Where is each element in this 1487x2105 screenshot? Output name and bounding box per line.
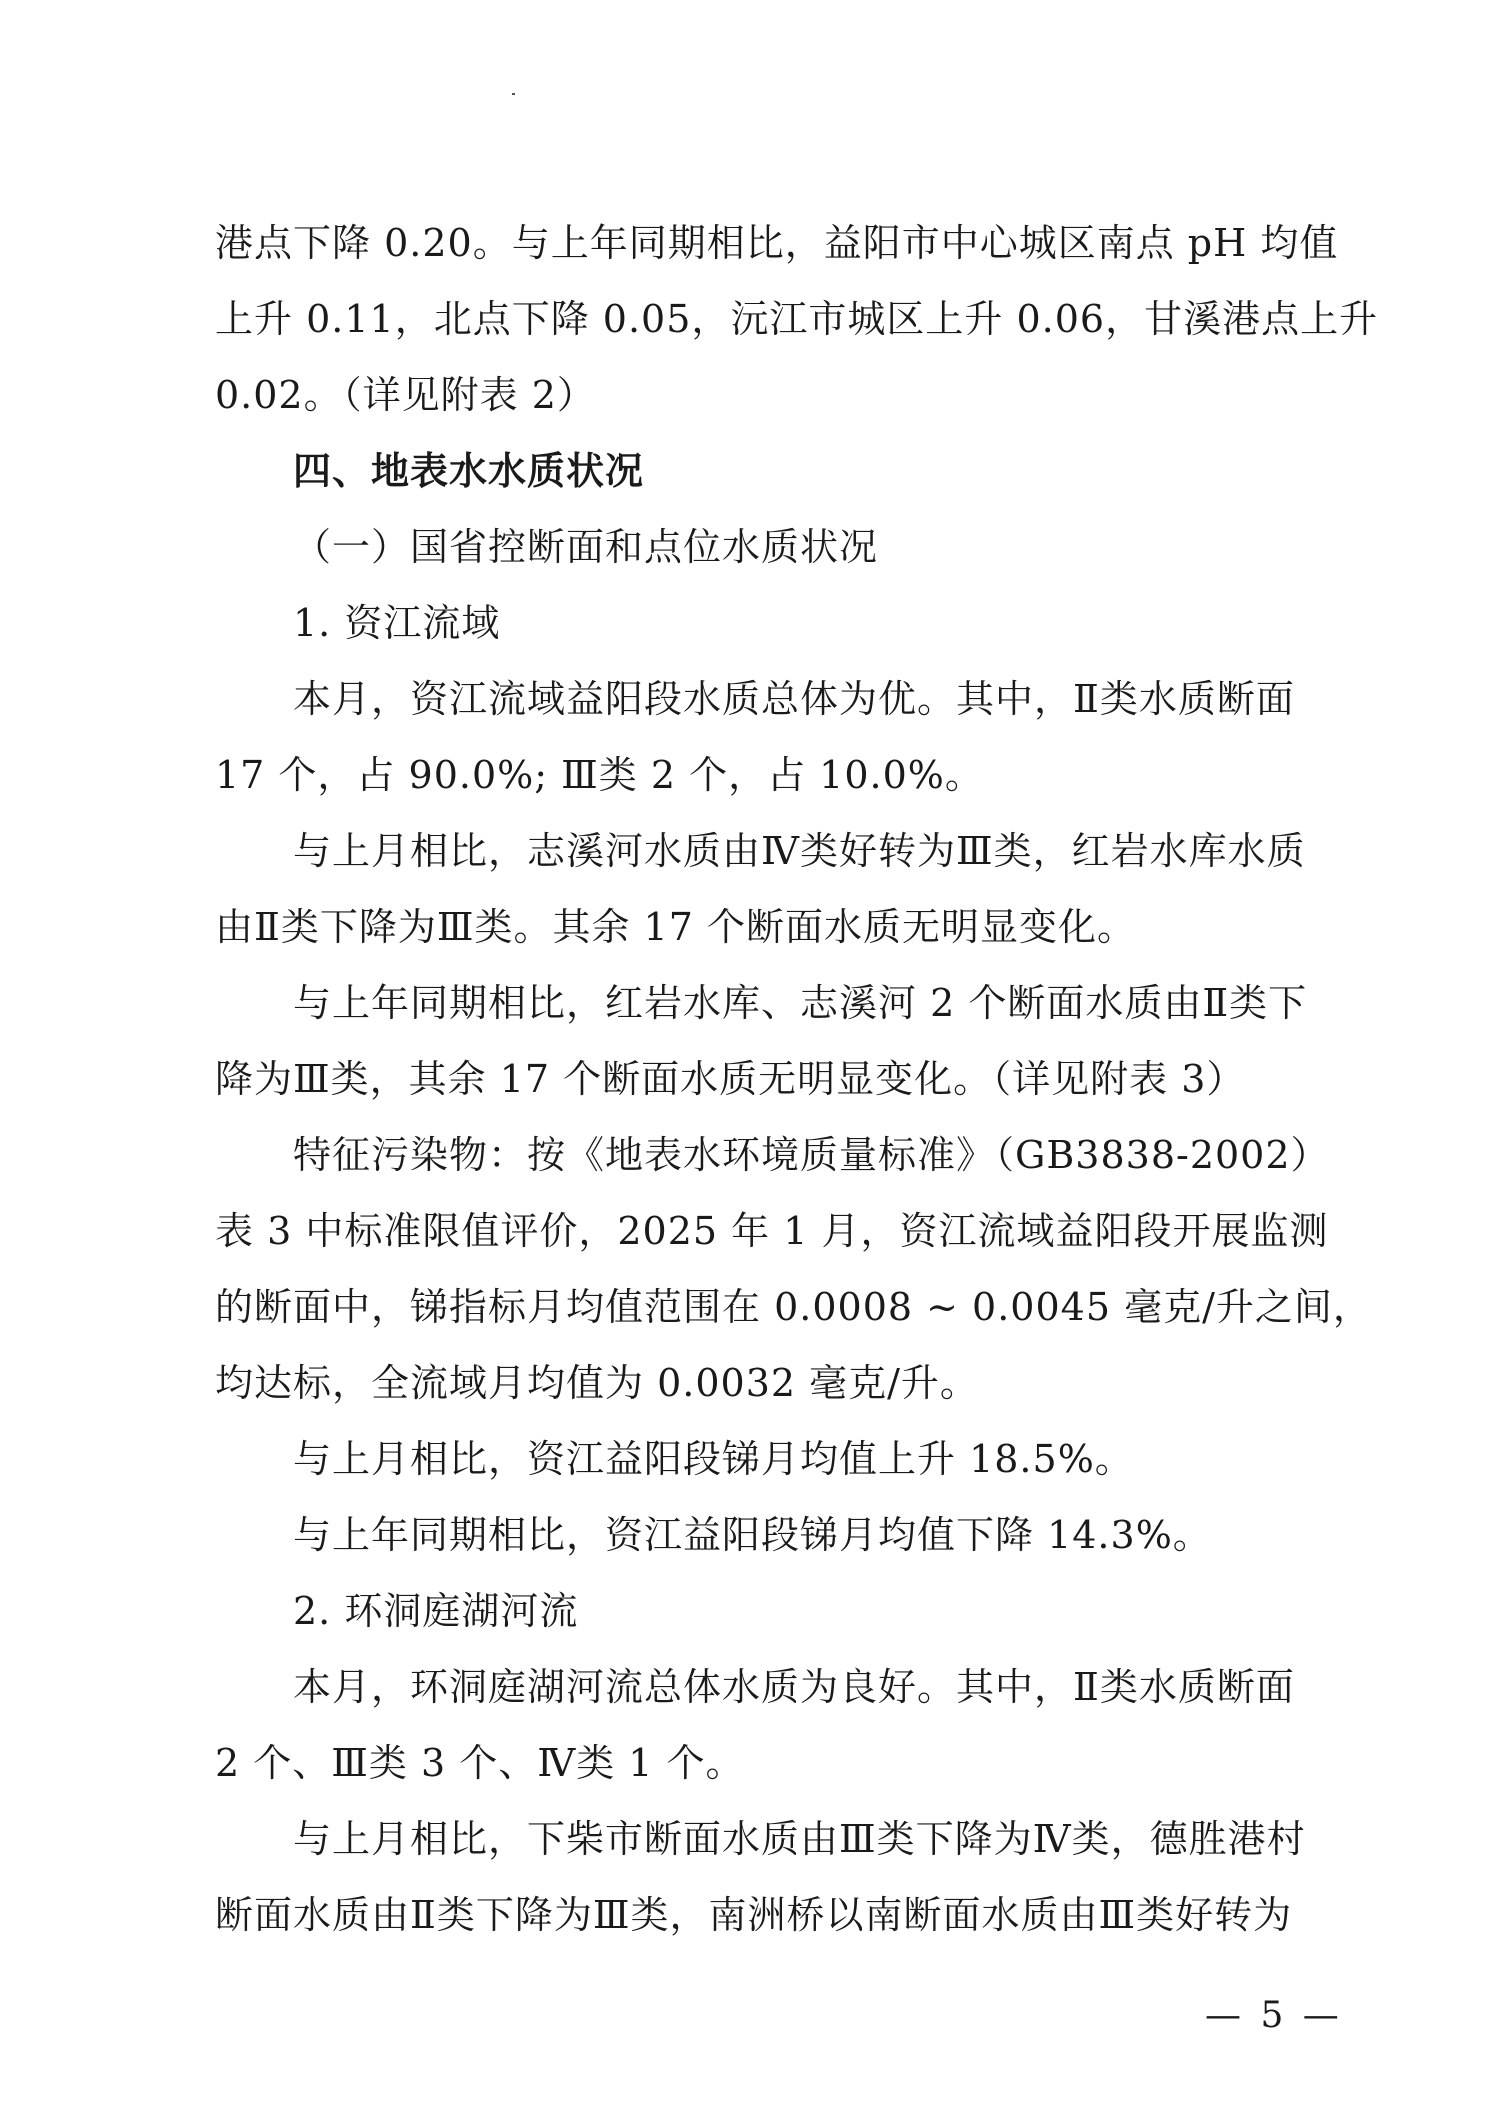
paragraph-line: 降为Ⅲ类，其余 17 个断面水质无明显变化。（详见附表 3） xyxy=(215,1057,1246,1101)
paragraph-line: 港点下降 0.20。与上年同期相比，益阳市中心城区南点 pH 均值 xyxy=(215,221,1339,265)
paragraph-line: 特征污染物：按《地表水环境质量标准》（GB3838-2002） xyxy=(293,1133,1330,1177)
paragraph-line: 与上年同期相比，资江益阳段锑月均值下降 14.3%。 xyxy=(293,1513,1212,1557)
paragraph-line: 与上月相比，下柴市断面水质由Ⅲ类下降为Ⅳ类，德胜港村 xyxy=(293,1817,1306,1861)
paragraph-line: 本月，环洞庭湖河流总体水质为良好。其中，Ⅱ类水质断面 xyxy=(293,1665,1295,1709)
paragraph-line: 本月，资江流域益阳段水质总体为优。其中，Ⅱ类水质断面 xyxy=(293,677,1295,721)
section-heading: 四、地表水水质状况 xyxy=(293,449,645,493)
paragraph-line: 均达标，全流域月均值为 0.0032 毫克/升。 xyxy=(215,1361,979,1405)
paragraph-line: 2 个、Ⅲ类 3 个、Ⅳ类 1 个。 xyxy=(215,1741,745,1785)
paragraph-line: 0.02。（详见附表 2） xyxy=(215,373,596,417)
body-text xyxy=(215,205,1379,1953)
scan-dot xyxy=(512,93,515,95)
paragraph-line: 与上月相比，资江益阳段锑月均值上升 18.5%。 xyxy=(293,1437,1134,1481)
paragraph-line: 断面水质由Ⅱ类下降为Ⅲ类，南洲桥以南断面水质由Ⅲ类好转为 xyxy=(215,1893,1293,1937)
paragraph-line: 上升 0.11，北点下降 0.05，沅江市城区上升 0.06，甘溪港点上升 xyxy=(215,297,1379,341)
paragraph-line: 与上月相比，志溪河水质由Ⅳ类好转为Ⅲ类，红岩水库水质 xyxy=(293,829,1306,873)
paragraph-line: 表 3 中标准限值评价，2025 年 1 月，资江流域益阳段开展监测 xyxy=(215,1209,1329,1253)
paragraph-line: 17 个，占 90.0%; Ⅲ类 2 个，占 10.0%。 xyxy=(215,753,984,797)
paragraph-line: 的断面中，锑指标月均值范围在 0.0008 ~ 0.0045 毫克/升之间， xyxy=(215,1285,1372,1329)
page-number: — 5 — xyxy=(1205,1995,1343,2036)
paragraph-line: 由Ⅱ类下降为Ⅲ类。其余 17 个断面水质无明显变化。 xyxy=(215,905,1136,949)
item-heading: 2. 环洞庭湖河流 xyxy=(293,1589,579,1633)
subsection-heading: （一）国省控断面和点位水质状况 xyxy=(293,525,879,569)
paragraph-line: 与上年同期相比，红岩水库、志溪河 2 个断面水质由Ⅱ类下 xyxy=(293,981,1308,1025)
item-heading: 1. 资江流域 xyxy=(293,601,501,645)
